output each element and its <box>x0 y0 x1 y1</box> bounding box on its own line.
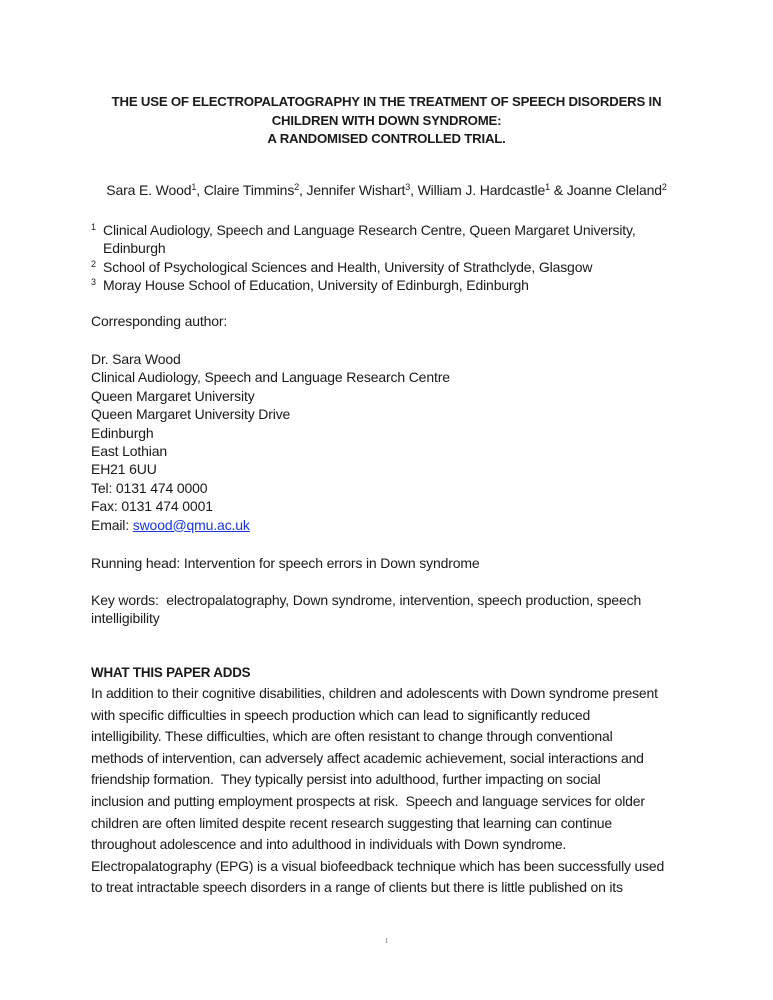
section-body <box>91 683 691 899</box>
author-separator: , <box>299 182 307 198</box>
title-line: CHILDREN WITH DOWN SYNDROME: <box>271 112 502 128</box>
author-affiliation-mark: 1 <box>545 182 551 192</box>
address-line: Queen Margaret University <box>91 387 255 404</box>
phone-line: Tel: 0131 474 0000 <box>91 479 208 496</box>
author-name: Claire Timmins <box>203 182 295 198</box>
affiliation-line: School of Psychological Sciences and Health, University of Strathclyde, Glasgow <box>103 258 593 275</box>
address-line: East Lothian <box>91 443 168 460</box>
section-heading: WHAT THIS PAPER ADDS <box>91 665 251 680</box>
affiliation-item <box>91 276 691 294</box>
email-label: Email: <box>91 516 133 533</box>
address-line: Clinical Audiology, Speech and Language Research Centre <box>91 369 450 386</box>
author-name: William J. Hardcastle <box>417 182 546 198</box>
author-separator: , <box>410 182 418 198</box>
author-separator: , <box>196 182 204 198</box>
address-line: Edinburgh <box>91 424 154 441</box>
body-line: friendship formation. They typically persist into adulthood, further impacting on social <box>91 771 601 788</box>
author-list <box>0 181 773 199</box>
affiliation-number: 2 <box>91 258 96 269</box>
affiliation-list <box>91 221 691 295</box>
author-name: Sara E. Wood <box>106 182 192 198</box>
affiliation-item <box>91 258 691 276</box>
body-line: intelligibility. These difficulties, which are often resistant to change through conventional <box>91 728 613 745</box>
body-line: throughout adolescence and into adulthood in individuals with Down syndrome. <box>91 836 567 853</box>
title-line: THE USE OF ELECTROPALATOGRAPHY IN THE TREATMENT OF SPEECH DISORDERS IN <box>111 94 662 109</box>
email-line <box>91 516 450 534</box>
author-name: Joanne Cleland <box>566 182 662 198</box>
address-line: Queen Margaret University Drive <box>91 406 291 423</box>
body-line: In addition to their cognitive disabilities, children and adolescents with Down syndrome present <box>91 685 658 701</box>
body-line: Electropalatography (EPG) is a visual biofeedback technique which has been successfully used <box>91 857 665 874</box>
affiliation-item <box>91 221 691 258</box>
affiliation-line: Moray House School of Education, University of Edinburgh, Edinburgh <box>103 277 529 294</box>
body-line: inclusion and putting employment prospects at risk. Speech and language services for older <box>91 792 645 809</box>
author-affiliation-mark: 3 <box>405 182 411 192</box>
affiliation-line: Edinburgh <box>103 240 166 257</box>
title-line: A RANDOMISED CONTROLLED TRIAL. <box>267 131 506 146</box>
affiliation-number: 3 <box>91 277 96 288</box>
affiliation-number: 1 <box>91 222 96 232</box>
corresponding-author-label: Corresponding author: <box>91 313 228 329</box>
address-line: EH21 6UU <box>91 461 157 478</box>
author-affiliation-mark: 2 <box>661 182 667 192</box>
running-head: Running head: Intervention for speech errors in Down syndrome <box>91 555 480 571</box>
keywords: Key words: electropalatography, Down syndrome, intervention, speech production, speech intelligibility <box>91 592 645 627</box>
address-line: Dr. Sara Wood <box>91 351 181 367</box>
paper-title <box>0 93 773 149</box>
body-line: to treat intractable speech disorders in a range of clients but there is little published on its <box>91 879 623 896</box>
email-link[interactable]: swood@qmu.ac.uk <box>132 516 250 533</box>
body-line: methods of intervention, can adversely affect academic achievement, social interactions and <box>91 749 644 766</box>
author-affiliation-mark: 1 <box>191 182 197 192</box>
corresponding-address <box>91 350 450 534</box>
author-name: Jennifer Wishart <box>306 182 406 198</box>
author-separator: & <box>550 182 567 198</box>
affiliation-line: Clinical Audiology, Speech and Language Research Centre, Queen Margaret University, <box>103 222 636 238</box>
body-line: children are often limited despite recent research suggesting that learning can continue <box>91 814 612 831</box>
page-number: 1 <box>384 937 389 945</box>
body-line: with specific difficulties in speech production which can lead to significantly reduced <box>91 706 591 723</box>
author-affiliation-mark: 2 <box>294 182 300 192</box>
fax-line: Fax: 0131 474 0001 <box>91 498 213 515</box>
